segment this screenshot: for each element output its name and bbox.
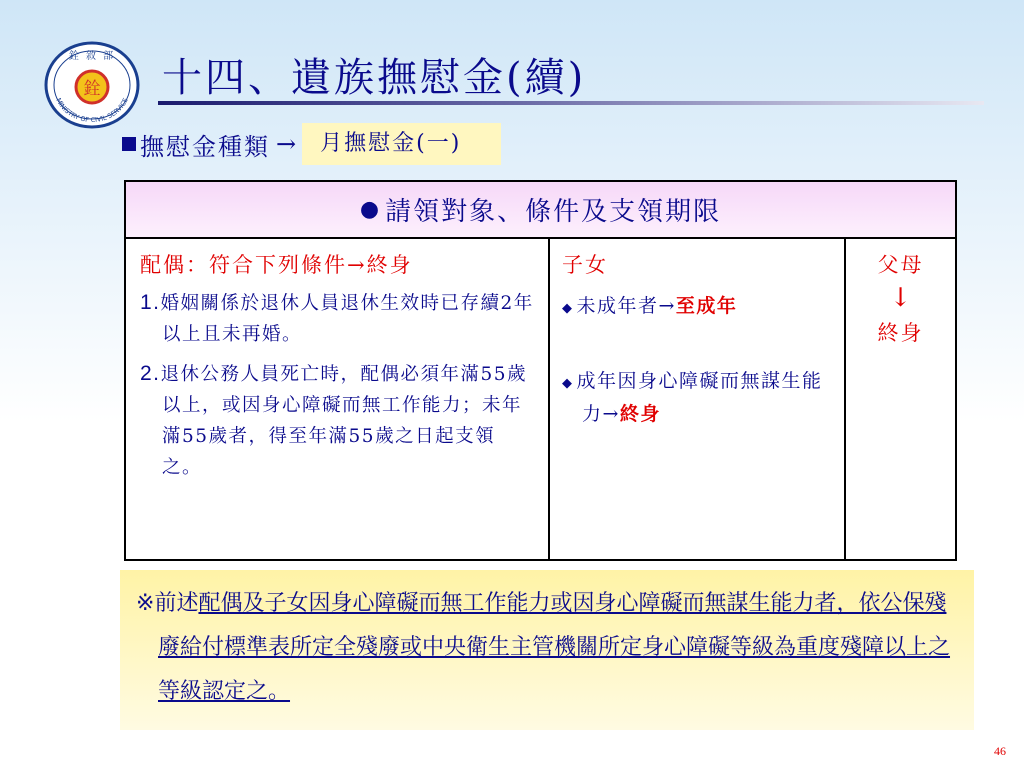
page-title: 十四、遺族撫慰金(續)	[162, 55, 587, 101]
diamond-bullet-icon: ◆	[562, 301, 574, 316]
subtitle-label: 撫慰金種類	[140, 132, 270, 161]
diamond-bullet-icon: ◆	[562, 376, 574, 391]
footnote-box	[120, 570, 974, 730]
footnote-text	[136, 582, 960, 714]
footnote-body: 配偶及子女因身心障礙而無工作能力或因身心障礙而無謀生能力者，依公保殘廢給付標準表所定全殘廢或中央衛生主管機關所定身心障礙等級為重度殘障以上之等級認定之。	[158, 591, 951, 704]
children-condition-2-text: 成年因身心障礙而無謀生能力→	[576, 370, 823, 425]
spouse-condition-1-number: 1.	[140, 291, 161, 314]
spouse-condition-1	[140, 287, 534, 350]
square-bullet-icon	[122, 137, 136, 151]
spouse-condition-1-text: 婚姻關係於退休人員退休生效時已存續2年以上且未再婚。	[160, 293, 534, 345]
logo-ring-text: MINISTRY OF CIVIL SERVICE	[54, 96, 130, 125]
subtitle-box: 月撫慰金(一)	[302, 123, 501, 165]
right-arrow-icon: →	[276, 130, 297, 158]
spouse-condition-2-number: 2.	[140, 362, 161, 385]
dot-bullet-icon: ●	[359, 197, 382, 222]
page-number: 46	[994, 744, 1006, 758]
ministry-logo	[42, 40, 142, 130]
logo-top-text: 銓 敘 部	[68, 51, 116, 62]
table-header	[126, 182, 955, 239]
eligibility-table	[124, 180, 957, 561]
parents-column	[846, 239, 955, 559]
children-condition-1	[562, 291, 834, 324]
logo-center-text: 銓	[83, 79, 101, 99]
reference-mark-icon: ※	[136, 591, 155, 616]
children-condition-1-duration: 至成年	[675, 295, 738, 317]
parents-heading: 父母	[877, 253, 924, 277]
subtitle-row	[122, 124, 501, 164]
children-column	[550, 239, 846, 559]
down-arrow-icon: ↓	[889, 283, 912, 313]
children-condition-1-text: 未成年者→	[576, 295, 676, 317]
children-condition-2	[562, 366, 834, 430]
children-condition-2-duration: 終身	[619, 403, 661, 425]
spouse-condition-2-text: 退休公務人員死亡時，配偶必須年滿55歲以上，或因身心障礙而無工作能力；未年滿55歲者，得至年滿55歲之日起支領之。	[160, 364, 528, 478]
table-header-text: 請領對象、條件及支領期限	[385, 197, 722, 227]
spouse-column	[126, 239, 550, 559]
title-divider	[158, 101, 984, 105]
spouse-heading: 配偶：符合下列條件→終身	[140, 253, 413, 277]
footnote-prefix: 前述	[154, 591, 199, 616]
children-heading: 子女	[562, 253, 608, 277]
parents-duration: 終身	[877, 321, 924, 345]
spouse-condition-2	[140, 358, 534, 483]
